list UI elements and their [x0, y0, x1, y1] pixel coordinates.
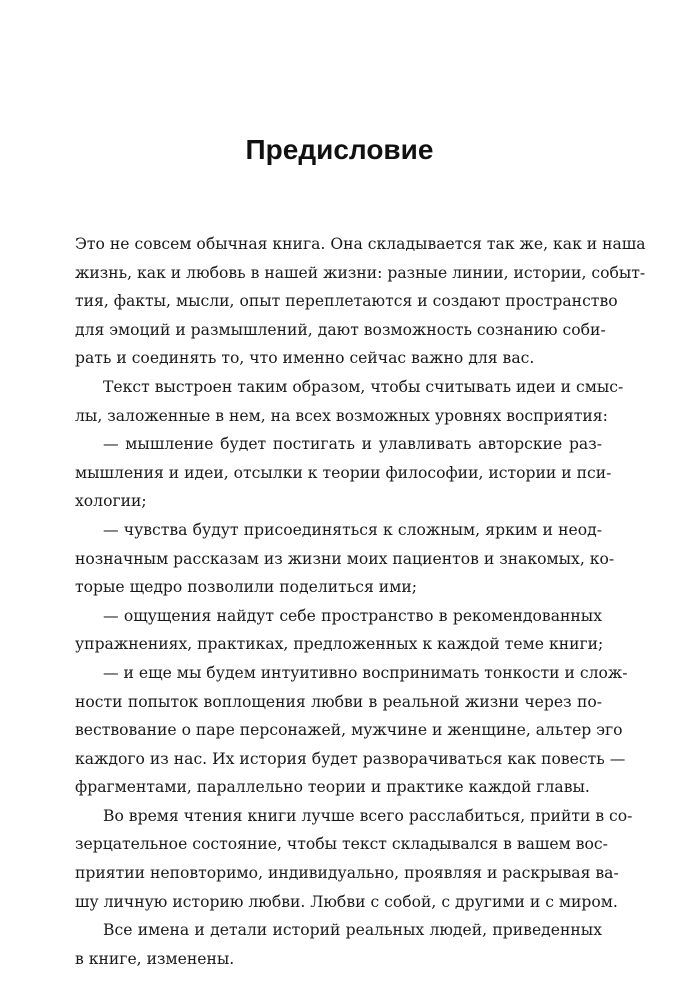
text-line: жизнь, как и любовь в нашей жизни: разные линии, истории, событ-: [75, 263, 646, 282]
text-line: приятии неповторимо, индивидуально, проявляя и раскрывая ва-: [75, 864, 619, 883]
text-line: мышления и идеи, отсылки к теории философии, истории и пси-: [75, 463, 612, 482]
paragraph: [75, 916, 602, 973]
preface-body: [75, 230, 646, 973]
text-line: Во время чтения книги лучше всего расслабиться, прийти в со-: [103, 806, 633, 825]
text-line: лы, заложенные в нем, на всех возможных уровнях восприятия:: [75, 406, 608, 425]
paragraph: [75, 602, 602, 659]
text-line: Все имена и детали историй реальных людей, приведенных: [103, 921, 602, 940]
text-line: рать и соединять то, что именно сейчас важно для вас.: [75, 349, 535, 368]
text-line: — и еще мы будем интуитивно воспринимать тонкости и слож-: [103, 663, 628, 682]
page-title: Предисловие: [245, 134, 434, 165]
text-line: фрагментами, параллельно теории и практике каждой главы.: [75, 778, 590, 797]
paragraph: [75, 659, 628, 802]
text-line: — мышление будет постигать и улавливать авторские раз-: [103, 435, 602, 454]
text-line: тия, факты, мысли, опыт переплетаются и создают пространство: [75, 292, 618, 311]
text-line: Это не совсем обычная книга. Она складывается так же, как и наша: [75, 235, 646, 253]
paragraph: [75, 373, 624, 430]
text-line: для эмоций и размышлений, дают возможность сознанию соби-: [75, 320, 606, 339]
text-line: зерцательное состояние, чтобы текст складывался в вашем вос-: [75, 835, 608, 854]
text-line: Текст выстроен таким образом, чтобы считывать идеи и смыс-: [103, 377, 624, 396]
paragraph: [75, 516, 615, 602]
text-line: торые щедро позволили поделиться ими;: [75, 578, 417, 597]
text-line: — чувства будут присоединяться к сложным, ярким и неод-: [103, 520, 602, 539]
text-line: упражнениях, практиках, предложенных к каждой теме книги;: [75, 635, 604, 654]
paragraph: [75, 802, 633, 916]
text-line: нозначным рассказам из жизни моих пациентов и знакомых, ко-: [75, 549, 615, 568]
paragraph: [75, 430, 612, 516]
paragraph: [75, 230, 646, 373]
text-line: ности попыток воплощения любви в реальной жизни через по-: [75, 692, 602, 711]
text-line: каждого из нас. Их история будет разворачиваться как повесть —: [75, 749, 626, 768]
text-line: шу личную историю любви. Любви с собой, с другими и с миром.: [75, 892, 618, 911]
text-line: — ощущения найдут себе пространство в рекомендованных: [103, 606, 602, 625]
text-line: в книге, изменены.: [75, 949, 235, 968]
text-line: вествование о паре персонажей, мужчине и женщине, альтер эго: [75, 721, 623, 740]
text-line: хологии;: [75, 492, 147, 511]
